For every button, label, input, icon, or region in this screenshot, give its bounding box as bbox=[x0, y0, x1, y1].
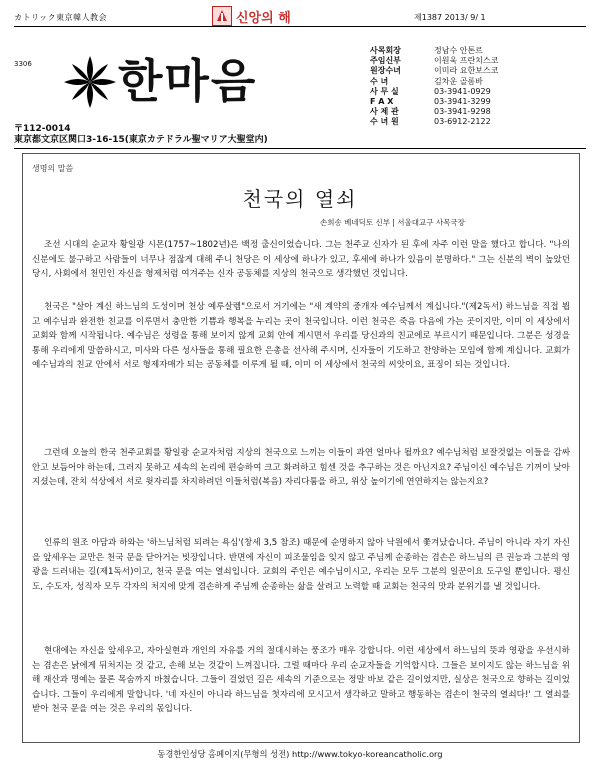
footer-homepage: 동경한인성당 홈페이지(무형의 성전) http://www.tokyo-koreancatholic.org bbox=[157, 749, 443, 759]
cross-emblem-icon bbox=[60, 52, 120, 112]
staff-row: 사 무 실 03-3941-0929 bbox=[370, 86, 491, 96]
staff-row: 주임신부 이원욱 프란치스코 bbox=[370, 56, 499, 66]
byline: 손희송 베네딕토 신부 | 서울대교구 사목국장 bbox=[320, 218, 465, 227]
issue-info: 제1387 2013/ 9/ 1 bbox=[414, 13, 486, 22]
staff-row: 원장수녀 이미라 요한보스코 bbox=[370, 66, 499, 76]
year-title: 신앙의 해 bbox=[236, 10, 291, 26]
header-divider bbox=[14, 26, 586, 27]
staff-row: 사 제 관 03-3941-9298 bbox=[370, 107, 491, 117]
article-paragraph: 현대에는 자신을 앞세우고, 자아실현과 개인의 자유를 거의 절대시하는 풍조가 매우 강합니다. 이런 세상에서 하느님의 뜻과 영광을 우선시하는 겸손은 낡에게 뒤처지는 것 같고, 손해 보는 것같이 느껴집니다. 그럴 때마다 우리 순교자들을 기억합시다. 그들은 보이지도 않는 하느님을 위해 재산과 명예는 물론 목숨까지 바쳤습니다. 그들이 걸었던 길은 세속의 기준으로는 정말 바보 같은 길이었지만, 실상은 천국으로 향하는 길이었습니다. 그들이 우리에게 말합니다. '네 자신이 아니라 하느님을 첫자리에 모시고서 생각하고 말하고 행동하는 겸손이 천국의 열쇠다!' 그 열쇠를 받아 천국 문을 여는 것은 우리의 몫입니다. bbox=[32, 646, 570, 715]
staff-row: 수 녀 원 03-6912-2122 bbox=[370, 117, 491, 127]
church-name: カトリック東京韓人教会 bbox=[14, 13, 108, 22]
paper-title: 한마음 bbox=[118, 54, 258, 108]
article-paragraph: 인류의 원조 아담과 하와는 '하느님처럼 되려는 욕심'(창세 3,5 참조) 때문에 순명하지 않아 낙원에서 쫓겨났습니다. 주님이 아니라 자기 자신을 앞세우는 교만은 천국 문을 닫아거는 빗장입니다. 반면에 자신이 피조물임을 잊지 않고 주님께 순종하는 겸손은 하느님의 큰 권능과 그분의 영광을 드러내는 길(제1독서)이고, 천국 문을 여는 열쇠입니다. 교회의 주인은 예수님이시고, 우리는 모두 그분의 일꾼이요 도구일 뿐입니다. 평신도, 수도자, 성직자 모두 각자의 처지에 맞게 겸손하게 주님께 순종하는 삶을 살려고 노력할 때 교회는 천국의 맛과 분위기를 낼 것입니다. bbox=[32, 538, 570, 592]
postal-code: 〒112-0014 bbox=[14, 124, 71, 134]
staff-row: 사목회장 정남수 안톤르 bbox=[370, 46, 483, 55]
staff-list bbox=[370, 46, 584, 128]
staff-row: 수 녀 김차운 골롬바 bbox=[370, 76, 483, 86]
address: 東京都文京区関口3-16-15(東京カテドラル聖マリア大聖堂内) bbox=[14, 135, 268, 145]
article-paragraph: 천국은 "살아 계신 하느님의 도성이며 천상 예루살렘"으로서 거기에는 "새 계약의 중개자 예수님께서 계십니다."(제2독서) 하느님을 직접 뵙고 예수님과 완전한 친교를 이루면서 충만한 기쁨과 행복을 누리는 곳이 천국입니다. 이런 천국은 죽음 다음에 가는 곳이지만, 이미 이 세상에서 교회와 함께 시작됩니다. 예수님은 성령을 통해 보이지 않게 교회 안에 계시면서 우리를 당신과의 친교에로 부르시기 때문입니다. 그분은 성경을 통해 우리에게 말씀하시고, 미사와 다른 성사들을 통해 필요한 은총을 선사해 주시며, 신자들이 기도하고 찬양하는 모임에 함께 계십니다. 교회가 예수님과의 친교 안에서 서로 형제자매가 되는 공동체를 이루게 될 때, 이미 이 세상에서 천국의 씨앗이요, 표징이 되는 것입니다. bbox=[32, 302, 570, 371]
article-title: 천국의 열쇠 bbox=[242, 187, 358, 211]
staff-row: F A X 03-3941-3299 bbox=[370, 97, 491, 107]
article-paragraph: 조선 시대의 순교자 황일광 시몬(1757~1802년)은 백정 출신이었습니다. 그는 천주교 신자가 된 후에 자주 이런 말을 했다고 합니다. "나의 신분에도 불구하고 사람들이 너무나 점잖게 대해 주니 천당은 이 세상에 하나가 있고, 후세에 하나가 있음이 분명하다." 그는 신분의 벽이 높았던 당시, 사회에서 천민인 자신을 형제처럼 여겨주는 신자 공동체를 지상의 천국으로 생각했던 것입니다. bbox=[32, 240, 570, 280]
masthead-code: 3306 bbox=[14, 60, 32, 68]
address-block bbox=[14, 124, 268, 146]
faith-year-logo-icon bbox=[212, 6, 232, 26]
masthead-divider bbox=[14, 148, 586, 149]
section-label: 생명의 말씀 bbox=[32, 164, 74, 173]
article-paragraph: 그런데 오늘의 한국 천주교회를 황일광 순교자처럼 지상의 천국으로 느끼는 이들이 과연 얼마나 될까요? 예수님처럼 보잘것없는 이들을 감싸 안고 보듬어야 하는데, 그러지 못하고 세속의 논리에 편승하여 크고 화려하고 힘센 것을 추구하는 것은 아닌지요? 주님이신 예수님은 기꺼이 낮아지셨는데, 잔치 석상에서 서로 윗자리를 차지하려던 이들처럼(복음) 자리다툼을 하고, 위상 높이기에 연연하지는 않는지요? bbox=[32, 448, 570, 488]
year-banner bbox=[212, 6, 291, 26]
